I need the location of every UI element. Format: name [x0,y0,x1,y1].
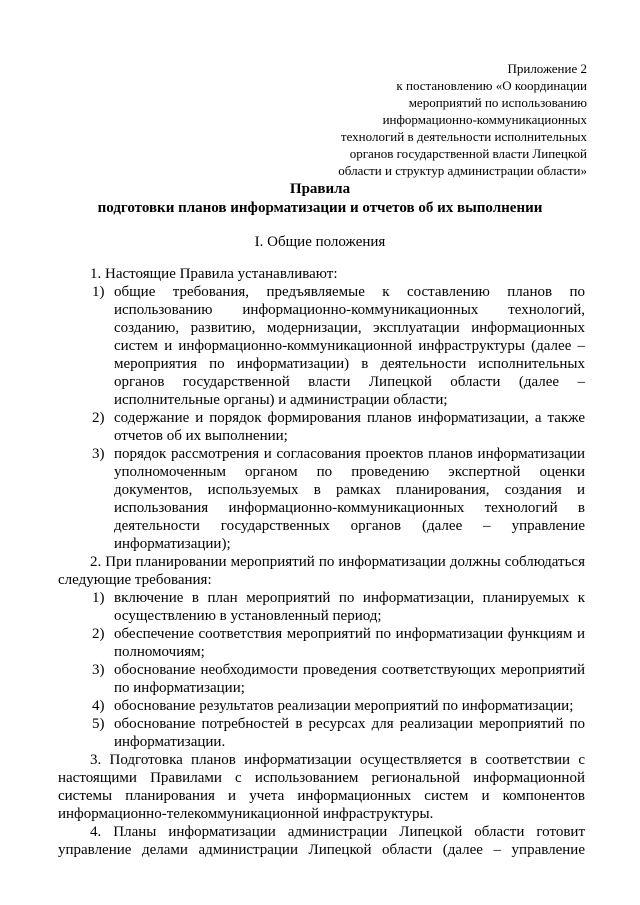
list-item-text: порядок рассмотрения и согласования проектов планов информатизации уполномоченным органом по проведению экспертной оценки документов, используемых в рамках планирования, создания и использования информационно-коммуникационных технологий в деятельности государственных органов (далее – управление информатизации); [114,446,585,552]
list-item [58,661,585,697]
list-item-number: 3) [92,662,105,678]
title-line-1: Правила [289,181,351,197]
list-item [58,715,585,751]
annex-header [287,60,587,179]
section-heading: I. Общие положения [254,234,386,250]
list-item-number: 3) [92,446,105,462]
paragraph-2-intro: 2. При планировании мероприятий по информатизации должны соблюдаться следующие требования: [58,554,585,588]
list-item-text: содержание и порядок формирования планов информатизации, а также отчетов об их выполнении; [114,410,585,444]
list-item-text: обоснование результатов реализации мероприятий по информатизации; [114,698,574,714]
document-body [58,265,585,859]
annex-line: органов государственной власти Липецкой [349,146,587,161]
list-item-number: 1) [92,284,105,300]
list-item-number: 5) [92,716,105,732]
annex-line: Приложение 2 [507,61,587,76]
list-item [58,283,585,409]
list-item-number: 1) [92,590,105,606]
annex-line: области и структур администрации области» [338,163,587,178]
list-item-text: обоснование необходимости проведения соответствующих мероприятий по информатизации; [114,662,585,696]
list-item-text: общие требования, предъявляемые к составлению планов по использованию информационно-коммуникационных технологий, созданию, развитию, модернизации, эксплуатации информационных систем и информационно-коммуникационной инфраструктуры (далее – мероприятия по информатизации) в деятельности исполнительных органов государственной власти Липецкой области (далее – исполнительные органы) и администрации области; [114,284,585,408]
list-item-number: 4) [92,698,105,714]
list-item [58,589,585,625]
list-item-number: 2) [92,626,105,642]
paragraph-3: 3. Подготовка планов информатизации осуществляется в соответствии с настоящими Правилами с использованием региональной информационной системы планирования и учета информационных систем и компонентов информационно-телекоммуникационной инфраструктуры. [58,752,585,822]
list-item-number: 2) [92,410,105,426]
annex-line: к постановлению «О координации [396,78,587,93]
annex-line: мероприятий по использованию [408,95,587,110]
annex-line: информационно-коммуникационных [382,112,587,127]
paragraph-1-intro: 1. Настоящие Правила устанавливают: [90,266,338,282]
list-item-text: обеспечение соответствия мероприятий по информатизации функциям и полномочиям; [114,626,585,660]
annex-line: технологий в деятельности исполнительных [340,129,587,144]
list-item-text: обоснование потребностей в ресурсах для реализации мероприятий по информатизации. [114,716,585,750]
list-item [58,625,585,661]
title-line-2: подготовки планов информатизации и отчетов об их выполнении [97,200,543,216]
list-item [58,445,585,553]
list-item [58,409,585,445]
paragraph-4: 4. Планы информатизации администрации Липецкой области готовит управление делами администрации Липецкой области (далее – управление [58,824,585,858]
list-item [58,697,585,715]
list-item-text: включение в план мероприятий по информатизации, планируемых к осуществлению в установленный период; [114,590,585,624]
document-title [0,180,640,218]
